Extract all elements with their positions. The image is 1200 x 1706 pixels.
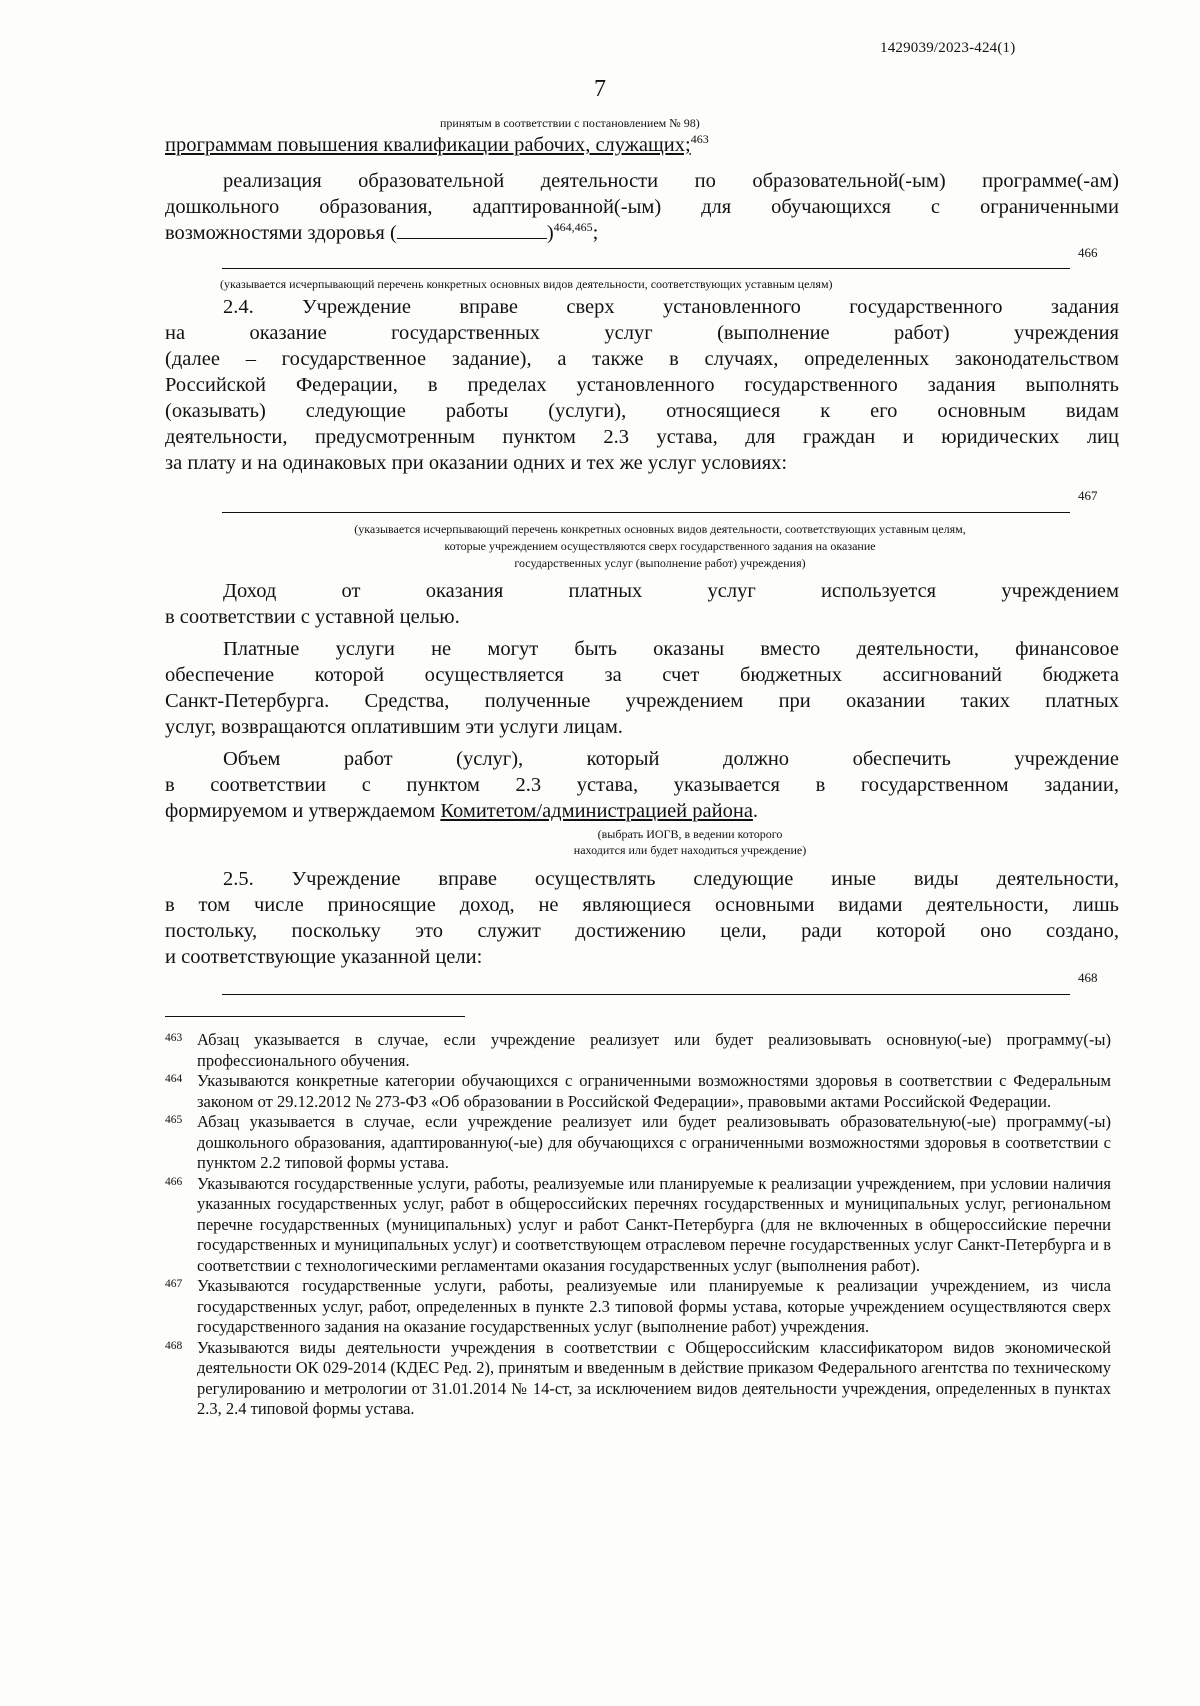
footnote-text: Абзац указывается в случае, если учреждение реализует или будет реализовывать образовательную(-ые) программу(-ы) дошкольного образования, адаптированную(-ые) для обучающихся с ограниченными возможностями здоровья в соответствии с пунктом 2.2 типовой формы устава.: [197, 1112, 1111, 1172]
preschool-line-3: [165, 220, 1119, 246]
p24-line-5: (оказывать) следующие работы (услуги), относящиеся к его основным видам: [165, 400, 1119, 422]
footnote-number: 465: [165, 1114, 183, 1126]
volume-line-3-end: .: [752, 800, 759, 822]
paragraph-volume: [165, 746, 1119, 824]
blank-note-2-line-3: государственных услуг (выполнение работ) учреждения): [514, 556, 806, 570]
p25-line-3: постольку, поскольку это служит достижению цели, ради которой оно создано,: [165, 920, 1119, 942]
volume-line-2: в соответствии с пунктом 2.3 устава, указывается в государственном задании,: [165, 774, 1119, 796]
p25-line-1: 2.5. Учреждение вправе осуществлять следующие иные виды деятельности,: [223, 868, 1119, 890]
preschool-close-paren: ): [546, 222, 554, 244]
blank-note-2-line-2: которые учреждением осуществляются сверх государственного задания на оказание: [444, 539, 876, 553]
income-line-1: Доход от оказания платных услуг используется учреждением: [223, 580, 1119, 602]
p24-line-4: Российской Федерации, в пределах установленного государственного задания выполнять: [165, 374, 1119, 396]
p24-line-3: (далее – государственное задание), а также в случаях, определенных законодательством: [165, 348, 1119, 370]
volume-note: [540, 826, 840, 858]
p24-line-2: на оказание государственных услуг (выполнение работ) учреждения: [165, 322, 1119, 344]
footnote-text: Указываются виды деятельности учреждения в соответствии с Общероссийским классификатором видов экономической деятельности ОК 029-2014 (КДЕС Ред. 2), принятым и введенным в действие приказом Федерального агентства по техническому регулированию и метрологии от 31.01.2014 № 14-ст, за исключением видов деятельности учреждения, определенных в пунктах 2.3, 2.4 типовой формы устава.: [197, 1337, 1111, 1418]
footnote-number: 463: [165, 1032, 183, 1044]
footnote-separator: [165, 1016, 465, 1017]
preschool-line-1: реализация образовательной деятельности по образовательной(-ым) программе(-ам): [223, 170, 1119, 192]
footnote-ref-463: 463: [690, 132, 709, 146]
footnote-text: Указываются конкретные категории обучающихся с ограниченными возможностями здоровья в соответствии с Федеральным законом от 29.12.2012 № 273-ФЗ «Об образовании в Российской Федерации», правовыми актами Российской Федерации.: [197, 1071, 1111, 1111]
p24-line-1: 2.4. Учреждение вправе сверх установленного государственного задания: [223, 296, 1119, 318]
document-number: 1429039/2023-424(1): [880, 40, 1016, 56]
footnote-number: 466: [165, 1175, 183, 1188]
footnote-467: [165, 1276, 1111, 1338]
paragraph-paid: [165, 636, 1119, 740]
blank-note-2: [160, 521, 1160, 572]
volume-line-1: Объем работ (услуг), который должно обеспечить учреждение: [223, 748, 1119, 770]
volume-note-line-2: находится или будет находиться учреждение): [573, 843, 807, 857]
p25-line-4: и соответствующие указанной цели:: [165, 946, 483, 968]
footnote-468: [165, 1338, 1111, 1420]
paid-line-2: обеспечение которой осуществляется за счет бюджетных ассигнований бюджета: [165, 664, 1119, 686]
footnote-text: Указываются государственные услуги, работы, реализуемые или планируемые к реализации учреждением, из числа государственных услуг, работ, определенных в пункте 2.3 типовой формы устава, которые учреждением осуществляются сверх государственного задания на оказание государственных услуг (выполнение работ) учреждения.: [197, 1276, 1111, 1336]
p24-line-7: за плату и на одинаковых при оказании одних и тех же услуг условиях:: [165, 452, 788, 474]
blank-line-1: [222, 268, 1070, 269]
p25-line-2: в том числе приносящие доход, не являющиеся основными видами деятельности, лишь: [165, 894, 1119, 916]
footnote-464: [165, 1071, 1111, 1112]
blank-line-3: [222, 994, 1070, 995]
paid-line-1: Платные услуги не могут быть оказаны вместо деятельности, финансовое: [223, 638, 1119, 660]
volume-line-3: [165, 798, 1119, 824]
footnote-text: Указываются государственные услуги, работы, реализуемые или планируемые к реализации учреждением, при условии наличия указанных государственных услуг, работ в общероссийских перечнях государственных и муниципальных услуг, региональном перечне государственных (муниципальных) услуг и работ Санкт-Петербурга (для не включенных в общероссийские перечни государственных и муниципальных услуг) и соответствующем отраслевом перечне государственных услуг Санкт-Петербурга и в соответствии с технологическими регламентами оказания государственных услуг (выполнения работ).: [197, 1173, 1111, 1275]
footnote-466: [165, 1174, 1111, 1277]
paragraph-2-5: [165, 866, 1119, 970]
footnote-ref-466: 466: [1078, 245, 1098, 260]
paragraph-2-4: [165, 294, 1119, 476]
footnote-463: [165, 1030, 1111, 1071]
preschool-blank: [397, 222, 547, 239]
volume-line-3-text: формируемом и утверждаемом: [165, 800, 441, 822]
volume-note-line-1: (выбрать ИОГВ, в ведении которого: [597, 827, 783, 841]
footnotes: [165, 1030, 1111, 1420]
paragraph-programs: [165, 132, 709, 158]
volume-authority: Комитетом/администрацией района: [440, 800, 753, 822]
paid-line-3: Санкт-Петербурга. Средства, полученные учреждением при оказании таких платных: [165, 690, 1119, 712]
footnote-ref-467: 467: [1078, 488, 1098, 503]
top-note: принятым в соответствии с постановлением № 98): [440, 116, 700, 130]
preschool-line-3-text: возможностями здоровья (: [165, 222, 397, 244]
income-line-2: в соответствии с уставной целью.: [165, 606, 460, 628]
footnote-ref-464-465: 464,465: [553, 220, 593, 234]
preschool-line-2: дошкольного образования, адаптированной(-ым) для обучающихся с ограниченными: [165, 196, 1119, 218]
footnote-text: Абзац указывается в случае, если учреждение реализует или будет реализовывать основную(-ые) программу(-ы) профессионального обучения.: [197, 1030, 1111, 1070]
footnote-ref-468: 468: [1078, 970, 1098, 985]
page-number: 7: [594, 76, 606, 102]
programs-text: программам повышения квалификации рабочих, служащих;: [165, 134, 691, 156]
paragraph-preschool: [165, 168, 1119, 246]
preschool-end: ;: [592, 222, 599, 244]
footnote-number: 468: [165, 1339, 183, 1352]
footnote-number: 467: [165, 1278, 183, 1290]
paid-line-4: услуг, возвращаются оплатившим эти услуги лицам.: [165, 716, 623, 738]
blank-line-2: [222, 512, 1070, 513]
footnote-number: 464: [165, 1073, 183, 1085]
blank-note-1: (указывается исчерпывающий перечень конкретных основных видов деятельности, соответствующих уставным целям): [220, 277, 833, 291]
paragraph-income: [165, 578, 1119, 630]
p24-line-6: деятельности, предусмотренным пунктом 2.3 устава, для граждан и юридических лиц: [165, 426, 1119, 448]
footnote-465: [165, 1112, 1111, 1174]
blank-note-2-line-1: (указывается исчерпывающий перечень конкретных основных видов деятельности, соответствующих уставным целям,: [354, 522, 966, 536]
